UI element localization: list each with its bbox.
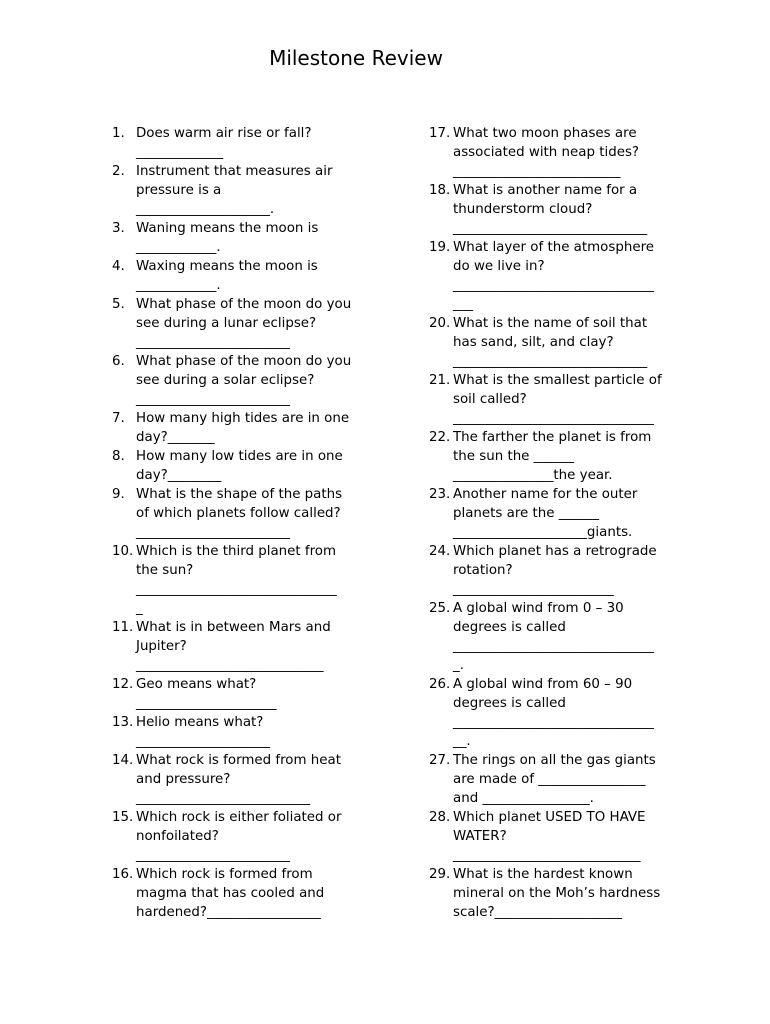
question-text: Which rock is either foliated or nonfoilated? _______________________ <box>136 810 342 863</box>
question-item <box>429 542 689 599</box>
question-text: What is the name of soil that has sand, silt, and clay? _____________________________ <box>453 316 648 369</box>
question-item <box>112 618 372 675</box>
question-item <box>112 485 372 542</box>
question-item <box>429 808 689 865</box>
question-number: 4. <box>112 259 125 274</box>
question-number: 6. <box>112 354 125 369</box>
question-item <box>112 257 372 295</box>
question-number: 22. <box>429 430 451 445</box>
question-number: 7. <box>112 411 125 426</box>
question-number: 15. <box>112 810 134 825</box>
question-text: Which is the third planet from the sun? ______________________________ _ <box>136 544 337 616</box>
question-number: 28. <box>429 810 451 825</box>
question-text: What layer of the atmosphere do we live in? ______________________________ ___ <box>453 240 655 312</box>
question-item <box>429 238 689 314</box>
question-item <box>112 808 372 865</box>
question-text: Which planet USED TO HAVE WATER? ____________________________ <box>453 810 646 863</box>
question-number: 10. <box>112 544 134 559</box>
question-number: 20. <box>429 316 451 331</box>
question-item <box>112 447 372 485</box>
question-text: What rock is formed from heat and pressure? __________________________ <box>136 753 341 806</box>
question-number: 21. <box>429 373 451 388</box>
question-text: What is in between Mars and Jupiter? ____________________________ <box>136 620 331 673</box>
question-text: A global wind from 0 – 30 degrees is called ______________________________ _. <box>453 601 654 673</box>
question-item <box>112 542 372 618</box>
question-text: How many low tides are in one day?________ <box>136 449 343 483</box>
question-item <box>429 314 689 371</box>
question-number: 24. <box>429 544 451 559</box>
question-item <box>429 865 689 922</box>
question-item <box>112 751 372 808</box>
page-title: Milestone Review <box>269 46 443 70</box>
question-text: Instrument that measures air pressure is a ____________________. <box>136 164 333 217</box>
question-item <box>429 428 689 485</box>
question-number: 9. <box>112 487 125 502</box>
question-text: How many high tides are in one day?_______ <box>136 411 350 445</box>
question-number: 26. <box>429 677 451 692</box>
question-item <box>112 219 372 257</box>
question-text: Waxing means the moon is ____________. <box>136 259 318 293</box>
question-number: 8. <box>112 449 125 464</box>
question-item <box>112 295 372 352</box>
question-number: 11. <box>112 620 134 635</box>
question-text: What phase of the moon do you see during a lunar eclipse? _______________________ <box>136 297 352 350</box>
question-text: The rings on all the gas giants are made of ________________ and ________________. <box>453 753 656 806</box>
question-number: 12. <box>112 677 134 692</box>
question-number: 25. <box>429 601 451 616</box>
question-item <box>429 124 689 181</box>
question-number: 19. <box>429 240 451 255</box>
question-number: 27. <box>429 753 451 768</box>
question-number: 18. <box>429 183 451 198</box>
question-text: Does warm air rise or fall? _____________ <box>136 126 312 160</box>
question-number: 17. <box>429 126 451 141</box>
question-text: What is the shape of the paths of which planets follow called? _______________________ <box>136 487 343 540</box>
question-item <box>112 124 372 162</box>
question-text: Which rock is formed from magma that has cooled and hardened?_________________ <box>136 867 325 920</box>
question-item <box>112 865 372 922</box>
question-text: Another name for the outer planets are the ______ ____________________giants. <box>453 487 638 540</box>
question-item <box>112 162 372 219</box>
question-text: The farther the planet is from the sun the ______ _______________the year. <box>453 430 652 483</box>
question-text: What phase of the moon do you see during a solar eclipse? _______________________ <box>136 354 352 407</box>
question-text: What two moon phases are associated with neap tides? _________________________ <box>453 126 640 179</box>
question-item <box>429 485 689 542</box>
question-item <box>429 181 689 238</box>
question-number: 1. <box>112 126 125 141</box>
question-item <box>112 352 372 409</box>
left-question-column <box>112 124 372 922</box>
question-number: 23. <box>429 487 451 502</box>
question-item <box>112 409 372 447</box>
question-text: What is the hardest known mineral on the Moh’s hardness scale?___________________ <box>453 867 661 920</box>
question-text: What is the smallest particle of soil called? ______________________________ <box>453 373 662 426</box>
question-item <box>112 675 372 713</box>
question-item <box>112 713 372 751</box>
question-text: Waning means the moon is ____________. <box>136 221 319 255</box>
question-text: Helio means what? ____________________ <box>136 715 270 749</box>
question-number: 2. <box>112 164 125 179</box>
question-text: Geo means what? _____________________ <box>136 677 277 711</box>
question-text: A global wind from 60 – 90 degrees is called ______________________________ __. <box>453 677 654 749</box>
question-number: 3. <box>112 221 125 236</box>
right-question-column <box>429 124 689 922</box>
question-item <box>429 371 689 428</box>
question-number: 5. <box>112 297 125 312</box>
question-item <box>429 751 689 808</box>
question-number: 29. <box>429 867 451 882</box>
question-number: 13. <box>112 715 134 730</box>
question-text: Which planet has a retrograde rotation? ________________________ <box>453 544 657 597</box>
question-item <box>429 675 689 751</box>
question-number: 14. <box>112 753 134 768</box>
question-text: What is another name for a thunderstorm cloud? _____________________________ <box>453 183 648 236</box>
question-number: 16. <box>112 867 134 882</box>
question-item <box>429 599 689 675</box>
